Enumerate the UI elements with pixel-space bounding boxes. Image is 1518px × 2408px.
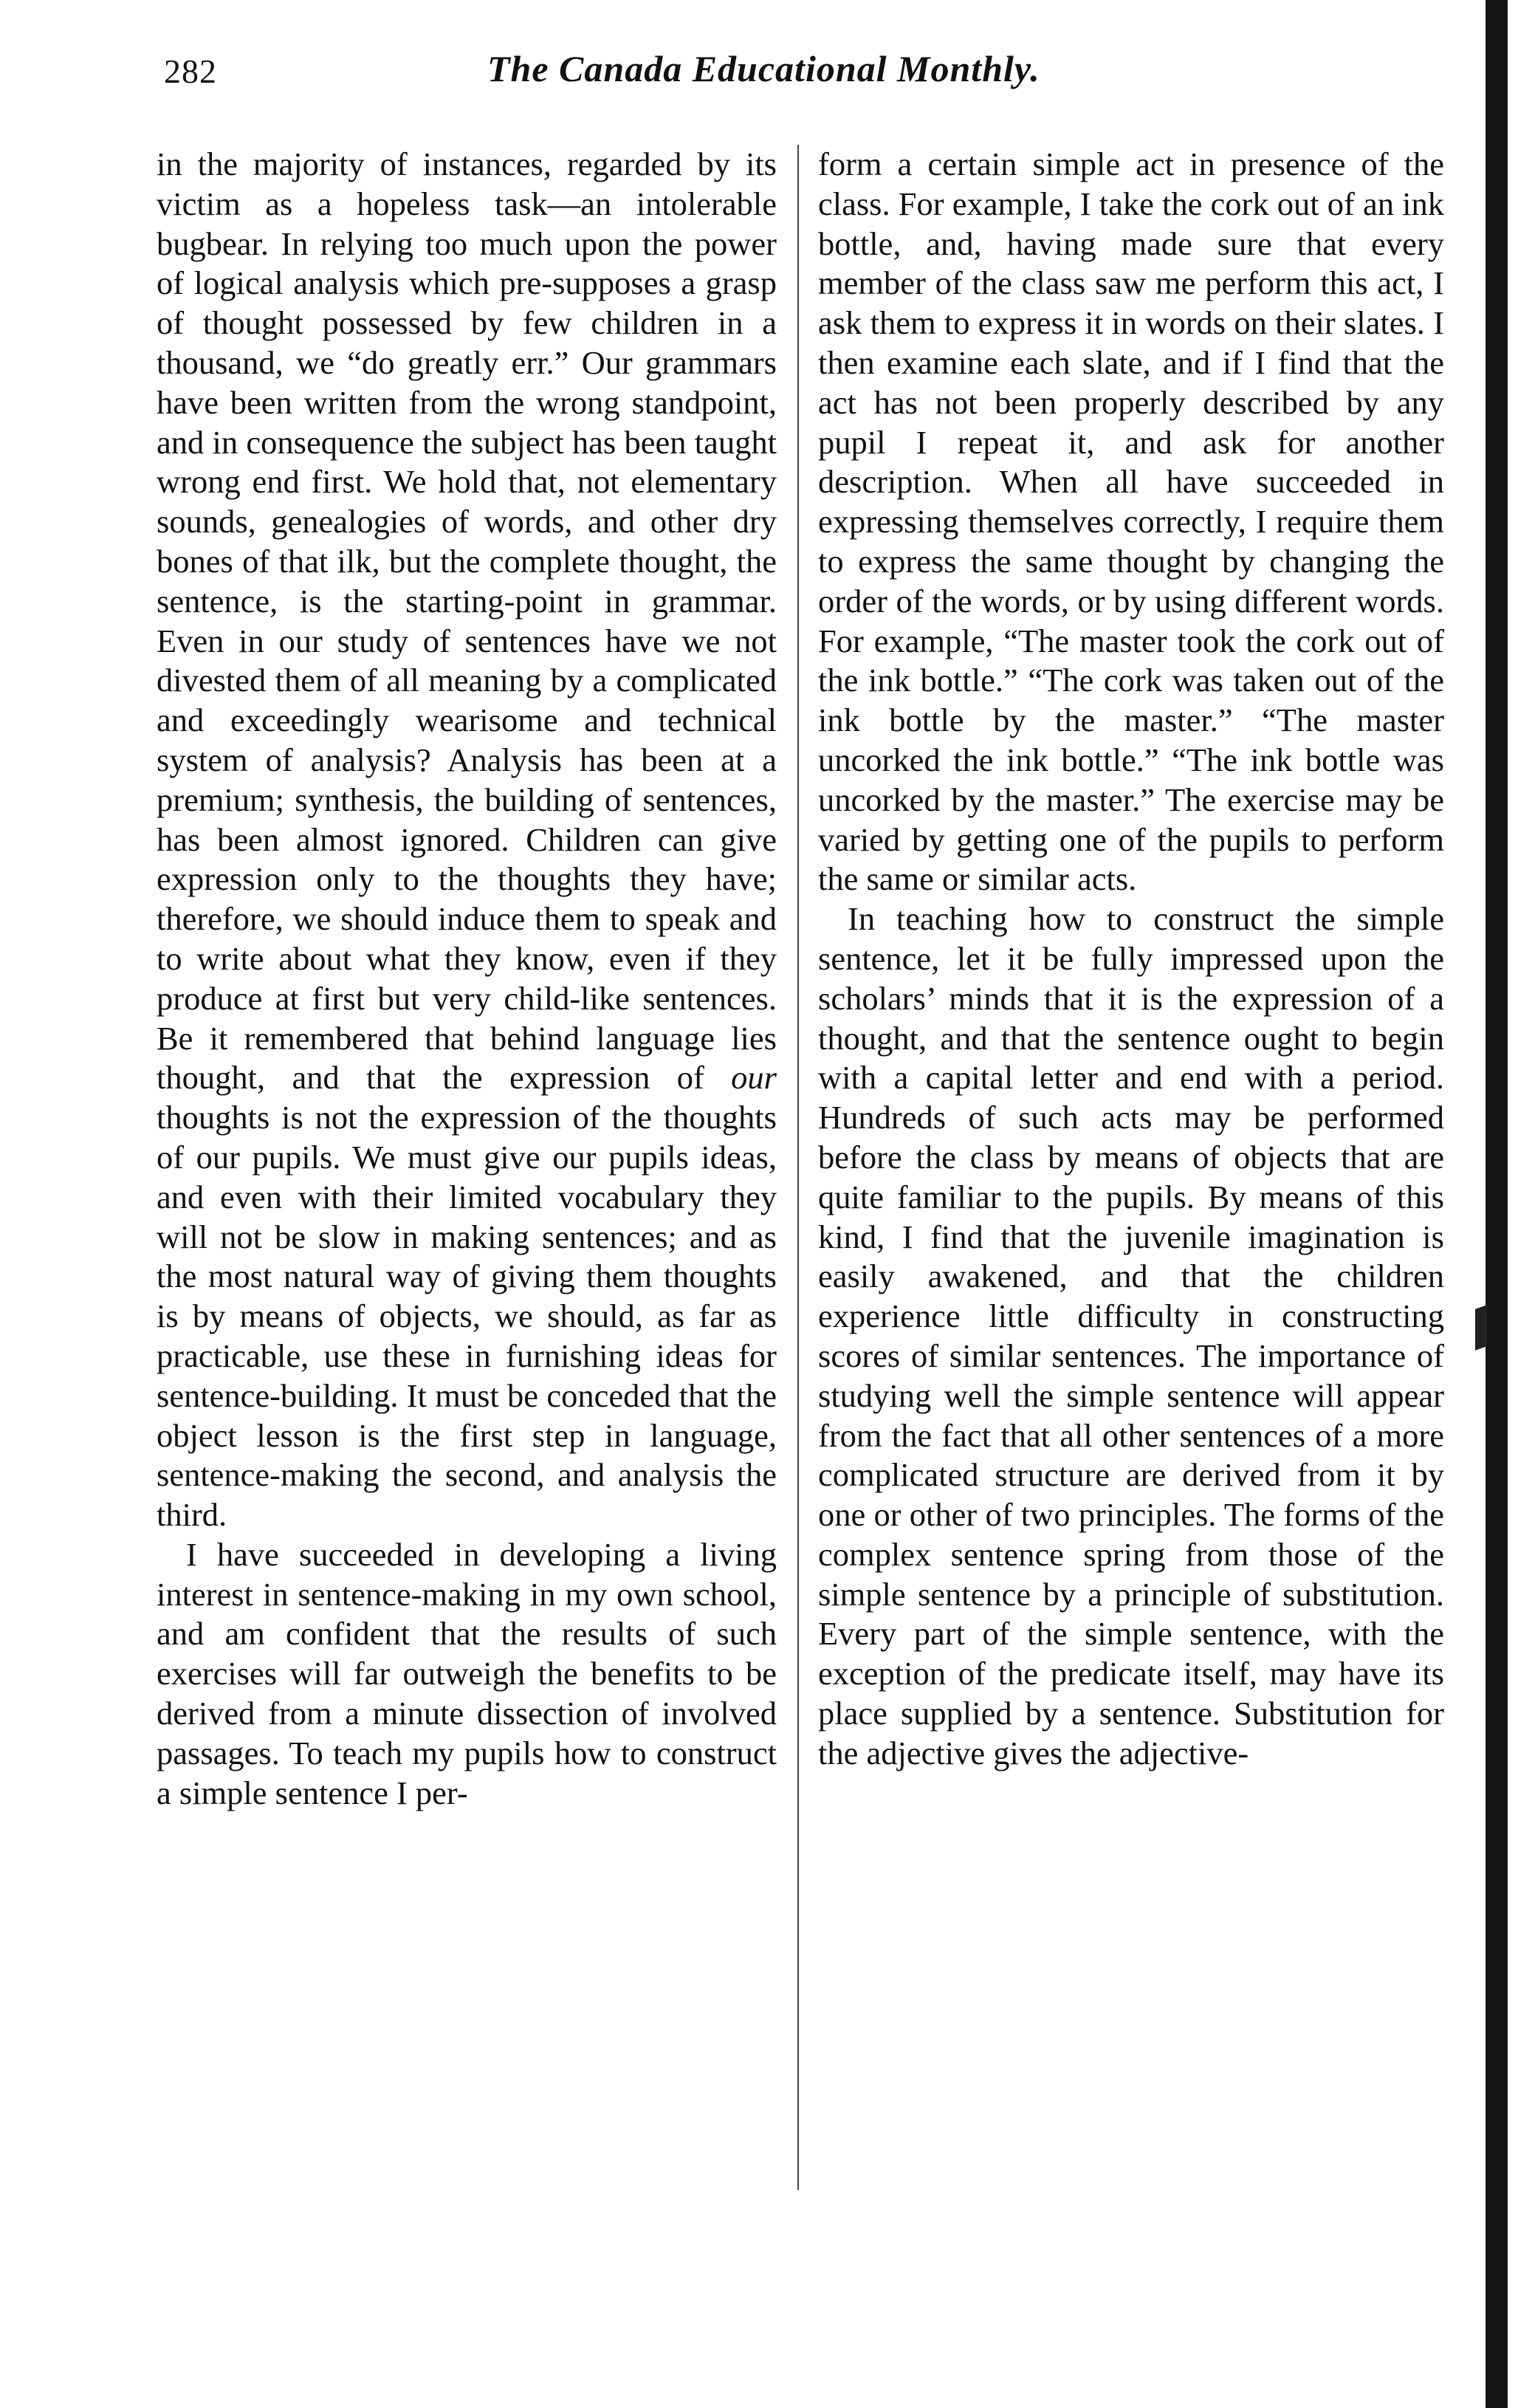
column-divider [797,145,799,2190]
left-paragraph-1-text-a: in the majority of instances, regarded by its victim as a hopeless task—an intolerable bugbear. In relying too much upon the power of logical analysis which pre-supposes a grasp of thought possessed by few children in a thousand, we “do greatly err.” Our grammars have been written from the wrong standpoint, and in consequence the subject has been taught wrong end first. We hold that, not elementary sounds, genealogies of words, and other dry bones of that ilk, but the complete thought, the sentence, is the starting-point in grammar. Even in our study of sentences have we not divested them of all meaning by a complicated and exceedingly wearisome and technical system of analysis? Analysis has been at a premium; synthesis, the building of sentences, has been almost ignored. Children can give expression only to the thoughts they have; therefore, we should induce them to speak and to write about what they know, even if they produce at first but very child-like sentences. Be it remembered that behind language lies thought, and that the expression of [157,145,777,1097]
right-column [818,145,1444,1774]
left-paragraph-1 [157,145,777,1535]
scan-edge-mark [1475,1305,1487,1351]
right-paragraph-2: In teaching how to construct the simple sentence, let it be fully impressed upon the scholars’ minds that it is the expression of a thought, and that the sentence ought to begin with a capital letter and end with a period. Hundreds of such acts may be performed before the class by means of objects that are quite familiar to the pupils. By means of this kind, I find that the juvenile imagination is easily awakened, and that the children experience little difficulty in constructing scores of similar sentences. The importance of studying well the simple sentence will appear from the fact that all other sentences of a more complicated structure are derived from it by one or other of two principles. The forms of the complex sentence spring from those of the simple sentence by a principle of substitution. Every part of the simple sentence, with the exception of the predicate itself, may have its place supplied by a sentence. Substitution for the adjective gives the adjective- [818,900,1444,1771]
left-column [157,145,777,1813]
page-number: 282 [164,52,217,90]
running-title: The Canada Educational Monthly. [487,48,1040,89]
left-paragraph-1-text-b: thoughts is not the expression of the thoughts of our pupils. We must give our pupils ideas, and even with their limited vocabulary they will not be slow in making sentences; and as the most natural way of giving them thoughts is by means of objects, we should, as far as practicable, use these in furnishing ideas for sentence-building. It must be conceded that the object lesson is the first step in language, sentence-making the second, and analysis the third. [157,1099,777,1534]
emphasis-our: our [731,1059,777,1097]
right-paragraph-1: form a certain simple act in presence of the class. For example, I take the cork out of an ink bottle, and, having made sure that every member of the class saw me perform this act, I ask them to express it in words on their slates. I then examine each slate, and if I find that the act has not been properly described by any pupil I repeat it, and ask for another description. When all have succeeded in expressing themselves correctly, I require them to express the same thought by changing the order of the words, or by using different words. For example, “The master took the cork out of the ink bottle.” “The cork was taken out of the ink bottle by the master.” “The master uncorked the ink bottle.” “The ink bottle was uncorked by the master.” The exercise may be varied by getting one of the pupils to perform the same or similar acts. [818,145,1444,898]
scan-edge-bar [1486,0,1508,2408]
left-paragraph-2: I have succeeded in developing a living interest in sentence-making in my own school, and am confident that the results of such exercises will far outweigh the benefits to be derived from a minute dissection of involved passages. To teach my pupils how to construct a simple sentence I per- [157,1535,777,1811]
